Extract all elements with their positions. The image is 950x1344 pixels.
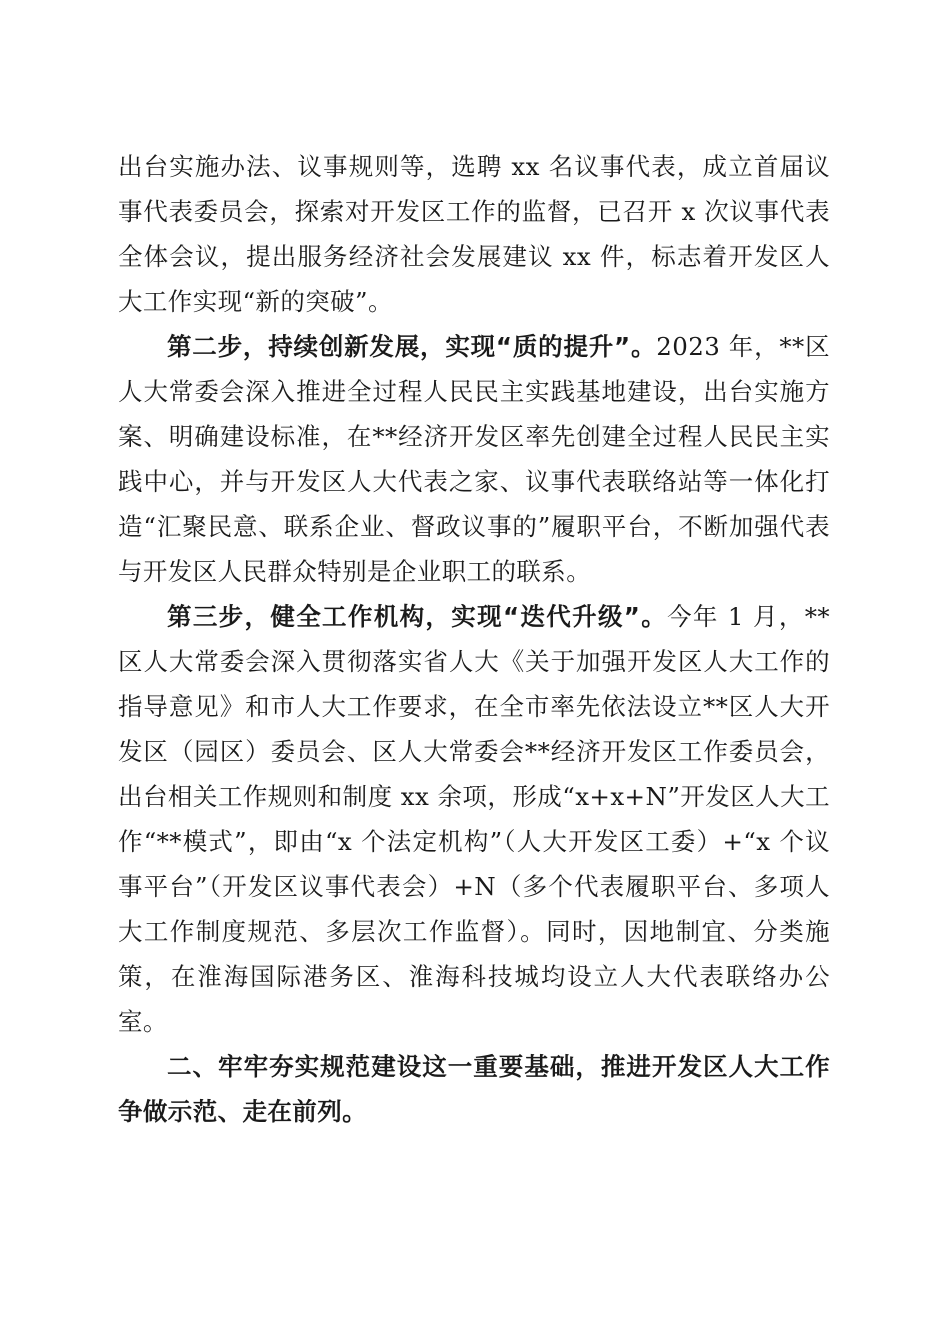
paragraph-3-text: 今年 1 月，**区人大常委会深入贯彻落实省人大《关于加强开发区人大工作的指导意见》和市人大工作要求，在全市率先依法设立**区人大开发区（园区）委员会、区人大常委会**经济开发区工作委员会，出台相关工作规则和制度 xx 余项，形成“x+x+N”开发区人大工作“**模式”，即由“x 个法定机构”（人大开发区工委）+“x 个议事平台”（开发区议事代表会）+N（多个代表履职平台、多项人大工作制度规范、多层次工作监督）。同时，因地制宜、分类施策，在淮海国际港务区、淮海科技城均设立人大代表联络办公室。 <box>118 602 831 1036</box>
paragraph-3 <box>118 594 830 1044</box>
paragraph-2-text: 2023 年，**区人大常委会深入推进全过程人民民主实践基地建设，出台实施方案、明确建设标准，在**经济开发区率先创建全过程人民民主实践中心，并与开发区人大代表之家、议事代表联络站等一体化打造“汇聚民意、联系企业、督政议事的”履职平台，不断加强代表与开发区人民群众特别是企业职工的联系。 <box>118 332 830 586</box>
section-heading: 二、牢牢夯实规范建设这一重要基础，推进开发区人大工作争做示范、走在前列。 <box>118 1052 830 1126</box>
paragraph-3-lead: 第三步，健全工作机构，实现“迭代升级”。 <box>167 602 668 631</box>
paragraph-1-text: 出台实施办法、议事规则等，选聘 xx 名议事代表，成立首届议事代表委员会，探索对开发区工作的监督，已召开 x 次议事代表全体会议，提出服务经济社会发展建议 xx 件，标志着开发区人大工作实现“新的突破”。 <box>118 152 830 316</box>
paragraph-continuation <box>118 144 830 324</box>
paragraph-step-two <box>118 324 830 594</box>
paragraph-2 <box>118 324 830 594</box>
paragraph-2-lead: 第二步，持续创新发展，实现“质的提升”。 <box>167 332 657 361</box>
section-heading-block <box>118 1044 830 1134</box>
paragraph-step-three <box>118 594 830 1044</box>
